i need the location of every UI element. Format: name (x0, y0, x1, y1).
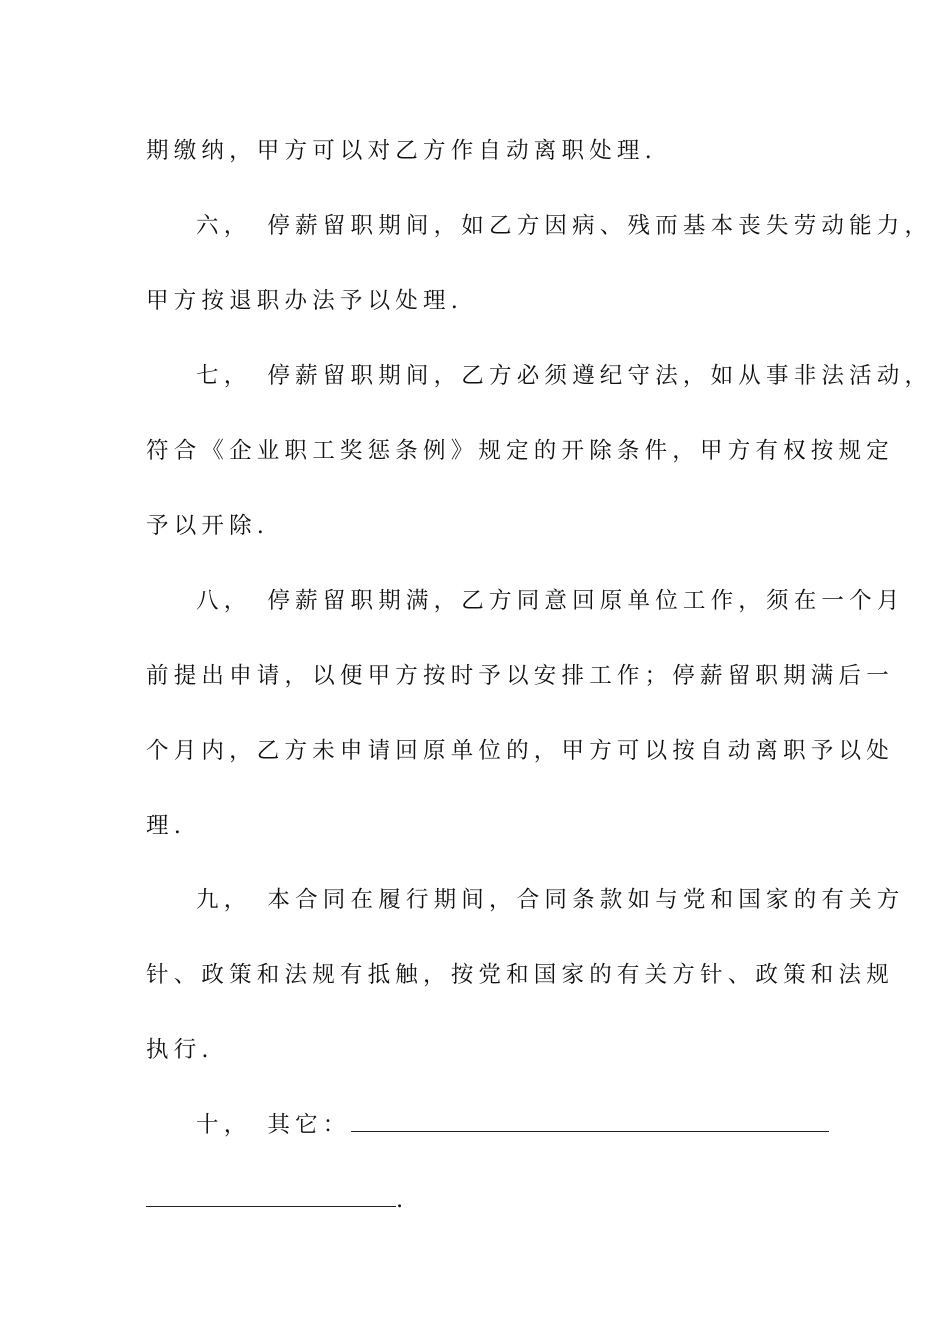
text-line: 针、政策和法规有抵触，按党和国家的有关方针、政策和法规 (146, 962, 894, 988)
clause-text: 其它： (267, 1112, 351, 1138)
clause-six-line (196, 211, 933, 241)
clause-seven-line (196, 361, 933, 391)
text-line: 期缴纳，甲方可以对乙方作自动离职处理. (146, 138, 657, 164)
text-line: 前提出申请，以便甲方按时予以安排工作；停薪留职期满后一 (146, 663, 894, 689)
text-line: 予以开除. (146, 513, 270, 539)
text-line: 个月内，乙方未申请回原单位的，甲方可以按自动离职予以处 (146, 738, 894, 764)
clause-nine-line (196, 885, 905, 915)
clause-ten-line (196, 1110, 876, 1140)
clause-number: 六， (196, 213, 252, 239)
text-line: 甲方按退职办法予以处理. (146, 288, 464, 314)
clause-text: 停薪留职期满，乙方同意回原单位工作，须在一个月 (267, 588, 905, 614)
text-line: 理. (146, 813, 187, 839)
line-end-period: . (396, 1187, 409, 1213)
blank-fill-line (351, 1113, 829, 1132)
clause-number: 九， (196, 887, 252, 913)
clause-text: 停薪留职期间，如乙方因病、残而基本丧失劳动能力， (267, 213, 933, 239)
clause-number: 八， (196, 588, 252, 614)
text-line: 符合《企业职工奖惩条例》规定的开除条件，甲方有权按规定 (146, 438, 894, 464)
clause-eight-line (196, 586, 905, 616)
clause-number: 十， (196, 1112, 252, 1138)
clause-number: 七， (196, 363, 252, 389)
blank-fill-line (146, 1188, 396, 1207)
text-line: 执行. (146, 1037, 214, 1063)
blank-continuation-line (146, 1185, 826, 1215)
clause-text: 停薪留职期间，乙方必须遵纪守法，如从事非法活动， (267, 363, 933, 389)
clause-text: 本合同在履行期间，合同条款如与党和国家的有关方 (267, 887, 905, 913)
